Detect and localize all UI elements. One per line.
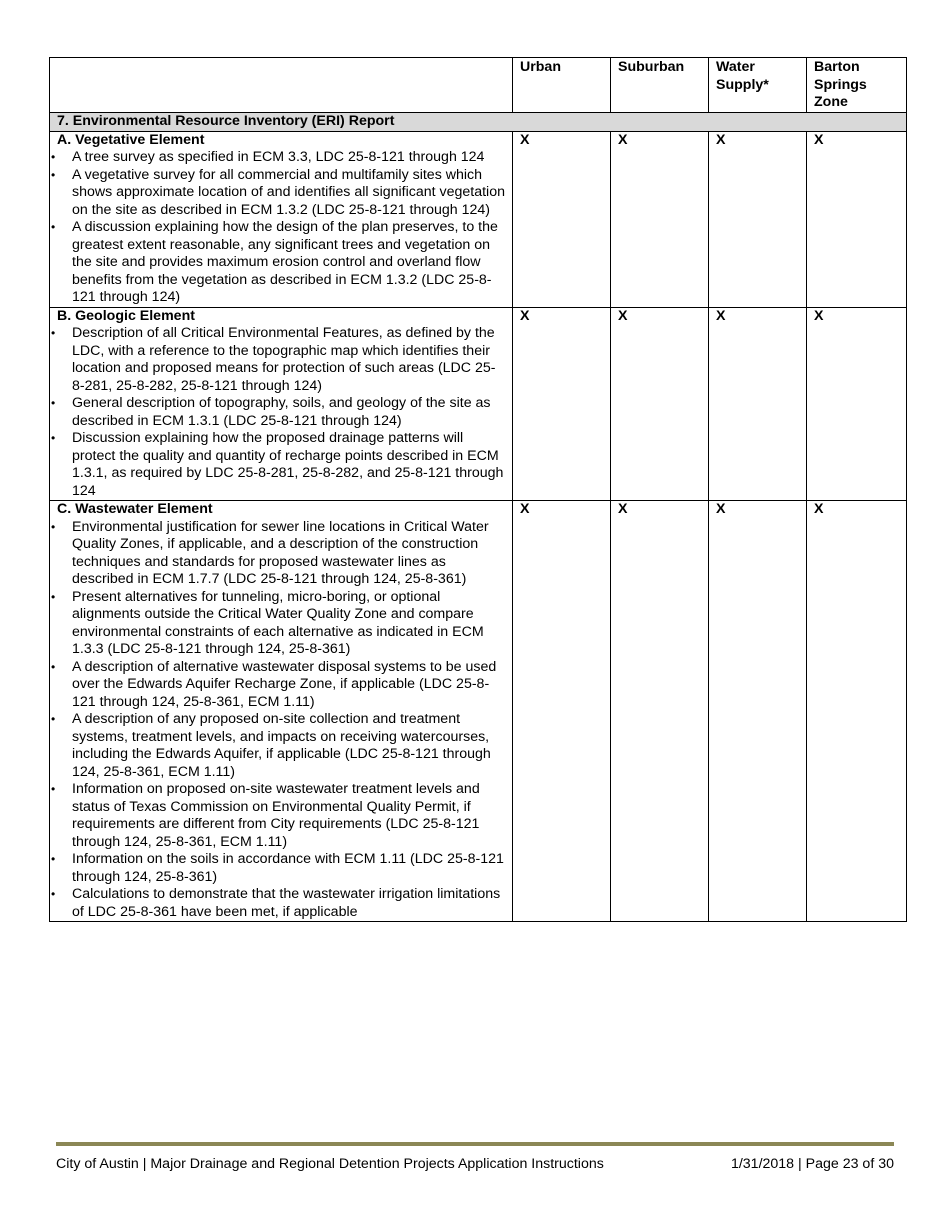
section-title: 7. Environmental Resource Inventory (ERI) Report <box>50 112 907 131</box>
urban-mark: X <box>513 131 611 307</box>
element-row <box>50 501 907 922</box>
section-row <box>50 112 907 131</box>
bullet-item: • Discussion explaining how the proposed drainage patterns will protect the quality and quantity of recharge points described in ECM 1.3.1, as required by LDC 25-8-281, 25-8-282, and 25-8-121 through 124 <box>51 430 508 500</box>
bullet-list <box>51 519 508 922</box>
water-supply-mark: X <box>709 501 807 922</box>
bullet-item: • A vegetative survey for all commercial and multifamily sites which shows approximate location of and identifies all significant vegetation on the site as described in ECM 1.3.2 (LDC 25-8-121 through 124) <box>51 167 508 220</box>
suburban-mark: X <box>611 307 709 501</box>
bullet-item: • Calculations to demonstrate that the wastewater irrigation limitations of LDC 25-8-361 have been met, if applicable <box>51 886 508 921</box>
water-supply-mark: X <box>709 307 807 501</box>
suburban-mark: X <box>611 131 709 307</box>
urban-mark: X <box>513 307 611 501</box>
water-supply-mark: X <box>709 131 807 307</box>
bullet-item: • Information on proposed on-site wastewater treatment levels and status of Texas Commission on Environmental Quality Permit, if requirements are different from City requirements (LDC 25-8-121 through 124, 25-8-361, ECM 1.11) <box>51 781 508 851</box>
bullet-item: • Environmental justification for sewer line locations in Critical Water Quality Zones, if applicable, and a description of the construction techniques and standards for proposed wastewater lines as described in ECM 1.7.7 (LDC 25-8-121 through 124, 25-8-361) <box>51 519 508 589</box>
element-title: B. Geologic Element <box>57 307 195 324</box>
barton-springs-mark: X <box>807 307 907 501</box>
bullet-item: • Present alternatives for tunneling, micro-boring, or optional alignments outside the Critical Water Quality Zone and compare environmental constraints of each alternative as indicated in ECM 1.3.3 (LDC 25-8-121 through 124, 25-8-361) <box>51 589 508 659</box>
bullet-item: • A description of any proposed on-site collection and treatment systems, treatment levels, and impacts on receiving watercourses, including the Edwards Aquifer, if applicable (LDC 25-8-121 through 124, 25-8-361, ECM 1.11) <box>51 711 508 781</box>
element-title: C. Wastewater Element <box>57 501 213 517</box>
element-description <box>50 131 513 307</box>
bullet-item: • A discussion explaining how the design of the plan preserves, to the greatest extent reasonable, any significant trees and vegetation on the site and provides maximum erosion control and overland flow benefits from the vegetation as described in ECM 1.3.2 (LDC 25-8-121 through 124) <box>51 219 508 307</box>
header-row <box>50 58 907 113</box>
header-urban: Urban <box>513 58 611 113</box>
footer-page-info: 1/31/2018 | Page 23 of 30 <box>730 1156 894 1172</box>
element-row <box>50 131 907 307</box>
element-title: A. Vegetative Element <box>57 131 205 148</box>
barton-springs-mark: X <box>807 501 907 922</box>
suburban-mark: X <box>611 501 709 922</box>
bullet-item: • Information on the soils in accordance with ECM 1.11 (LDC 25-8-121 through 124, 25-8-361) <box>51 851 508 886</box>
header-barton-springs-zone: Barton Springs Zone <box>807 58 907 113</box>
header-suburban: Suburban <box>611 58 709 113</box>
bullet-list <box>51 149 508 307</box>
bullet-list <box>51 325 508 500</box>
footer-left-text: City of Austin | Major Drainage and Regional Detention Projects Application Instructions <box>56 1156 604 1172</box>
bullet-item: • A description of alternative wastewater disposal systems to be used over the Edwards Aquifer Recharge Zone, if applicable (LDC 25-8-121 through 124, 25-8-361, ECM 1.11) <box>51 659 508 712</box>
bullet-item: • General description of topography, soils, and geology of the site as described in ECM 1.3.1 (LDC 25-8-121 through 124) <box>51 395 508 430</box>
header-blank <box>50 58 513 113</box>
header-water-supply: Water Supply* <box>709 58 807 113</box>
bullet-item: • A tree survey as specified in ECM 3.3, LDC 25-8-121 through 124 <box>51 149 508 167</box>
element-row <box>50 307 907 501</box>
requirements-table <box>49 57 907 922</box>
barton-springs-mark: X <box>807 131 907 307</box>
urban-mark: X <box>513 501 611 922</box>
bullet-item: • Description of all Critical Environmental Features, as defined by the LDC, with a reference to the topographic map which identifies their location and proposed means for protection of such areas (LDC 25-8-281, 25-8-282, 25-8-121 through 124) <box>51 325 508 395</box>
element-description <box>50 501 513 922</box>
footer-rule <box>56 1142 894 1146</box>
element-description <box>50 307 513 501</box>
